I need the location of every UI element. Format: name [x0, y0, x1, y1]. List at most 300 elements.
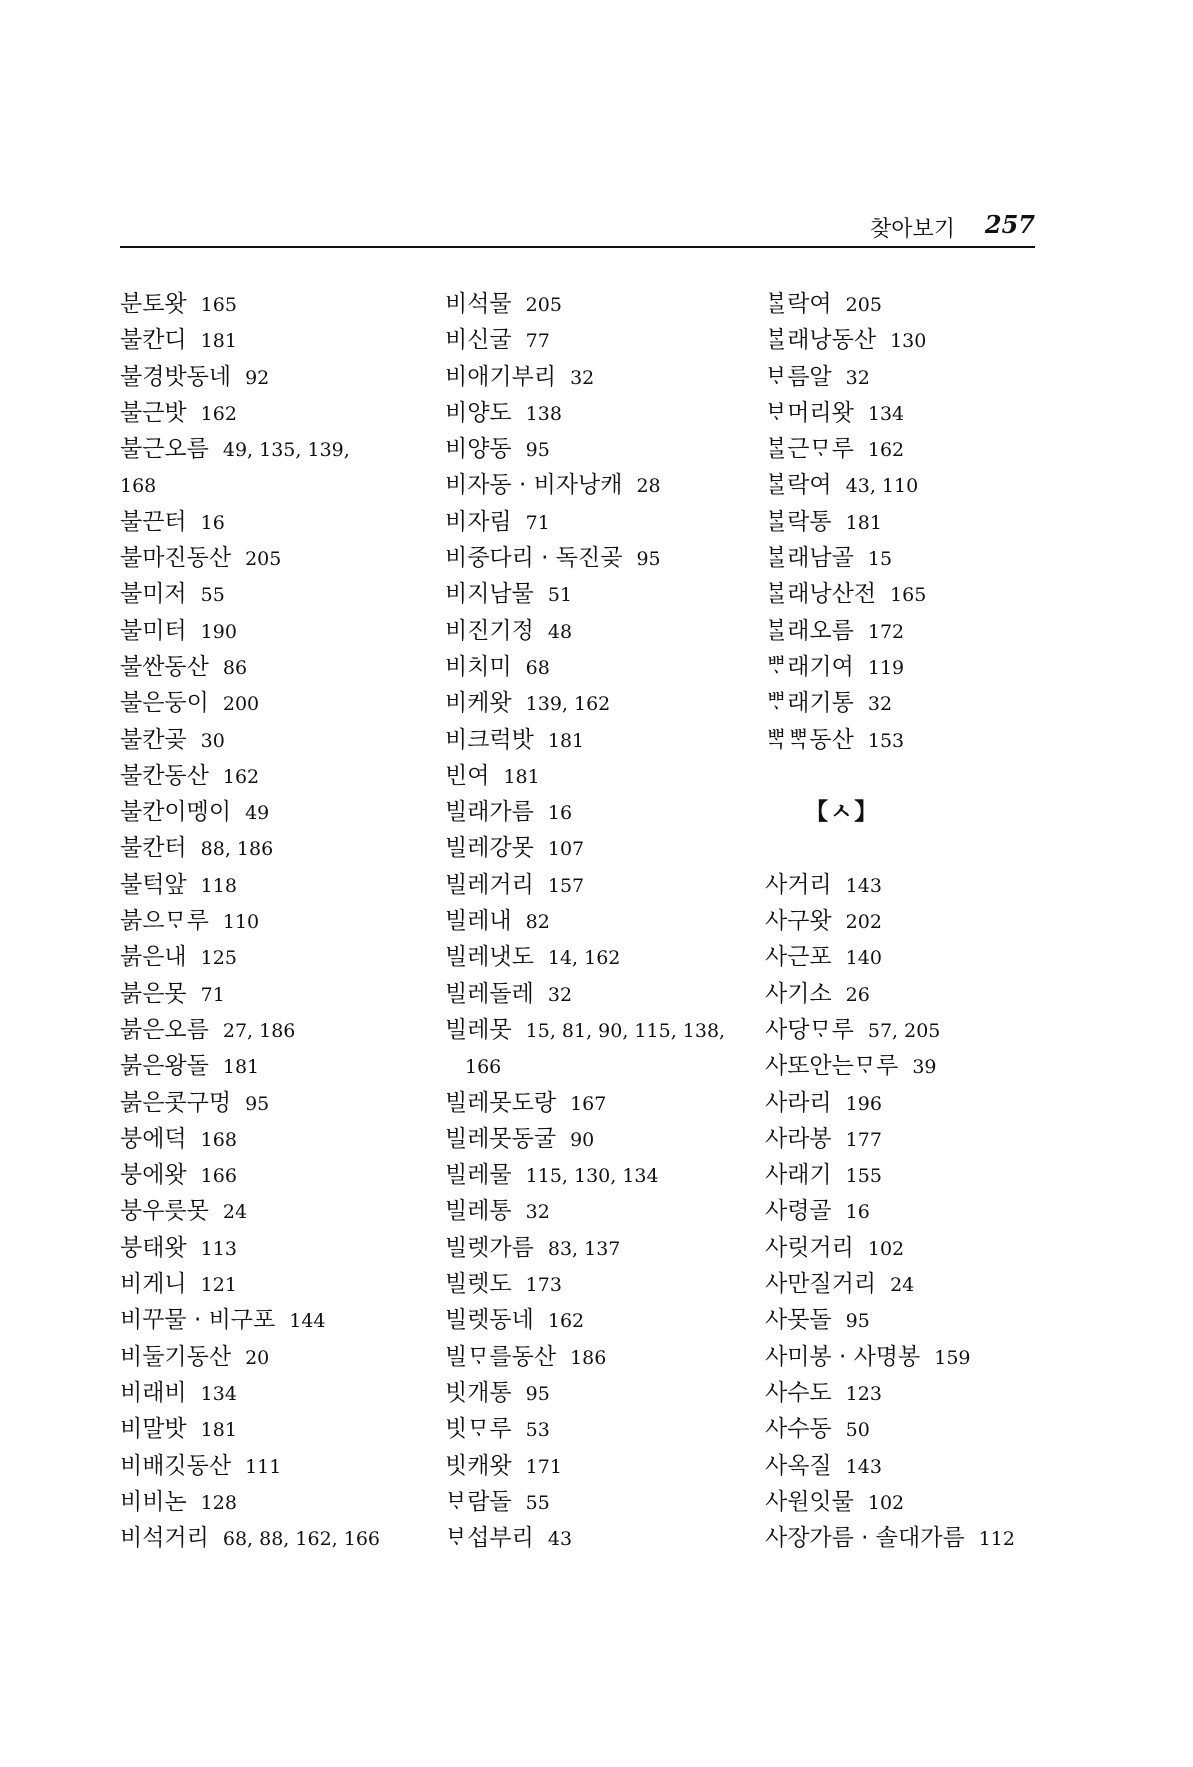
- index-entry: [765, 1121, 1015, 1157]
- index-entry: [120, 322, 380, 358]
- index-term: 빈여: [445, 762, 490, 789]
- section-heading-label: 【ㅅ】: [805, 799, 880, 826]
- index-pages: 186: [570, 1346, 607, 1369]
- index-term: ᄈᆞᆨᄈᆞᆨ동산: [765, 726, 854, 753]
- index-pages: 102: [867, 1491, 905, 1514]
- index-pages: 112: [978, 1528, 1015, 1551]
- index-entry: [445, 613, 725, 649]
- index-term: 빌레못도랑: [445, 1089, 557, 1116]
- index-term: 비게니: [120, 1271, 187, 1298]
- index-term: 빗ᄆᆞ루: [445, 1416, 512, 1443]
- index-pages: 143: [845, 874, 882, 897]
- index-pages: 102: [867, 1237, 905, 1260]
- index-pages: 16: [547, 802, 573, 825]
- index-pages: 173: [525, 1274, 562, 1297]
- index-pages: 95: [525, 439, 550, 462]
- index-term: 사라리: [765, 1089, 832, 1116]
- index-term: 사라봉: [765, 1125, 832, 1152]
- index-term: 비양동: [445, 436, 512, 463]
- index-pages: 55: [200, 584, 225, 607]
- index-term: 불은둥이: [120, 690, 209, 717]
- index-pages: 130: [890, 330, 927, 353]
- index-entry: [120, 1448, 380, 1484]
- index-pages: 162: [222, 765, 260, 788]
- index-term: 빌레못: [445, 1016, 512, 1043]
- index-entry: [120, 1085, 380, 1121]
- index-term: 비말밧: [120, 1416, 187, 1443]
- index-term: 빗개통: [445, 1379, 512, 1406]
- index-pages: 30: [200, 729, 225, 752]
- index-pages: 111: [245, 1455, 282, 1478]
- index-pages: 15: [867, 548, 893, 571]
- index-entry: [765, 867, 1015, 903]
- index-pages: 190: [200, 620, 237, 643]
- running-title: 찾아보기: [869, 217, 955, 242]
- index-pages: 162: [200, 402, 237, 425]
- index-term: ᄈᆞ래기여: [765, 653, 854, 680]
- index-pages: 32: [570, 366, 595, 389]
- index-pages: 88, 186: [200, 838, 274, 861]
- index-entry: [765, 1048, 1015, 1084]
- index-term: 붉으ᄆᆞ루: [120, 908, 209, 935]
- index-term: ᄇᆞᆯ락통: [765, 508, 832, 535]
- index-pages: 32: [867, 693, 893, 716]
- index-term: ᄇᆞᆯ래남골: [765, 545, 854, 572]
- index-term: 붉은못: [120, 980, 187, 1007]
- index-pages: 167: [570, 1092, 607, 1115]
- index-entry: [120, 613, 380, 649]
- index-term: 비지남물: [445, 581, 534, 608]
- index-entry: [765, 613, 1015, 649]
- index-term: 붉은콧구멍: [120, 1089, 232, 1116]
- index-entry: [120, 1266, 380, 1302]
- index-entry: [765, 576, 1015, 612]
- index-term: 빌레강못: [445, 835, 534, 862]
- index-pages: 181: [547, 729, 585, 752]
- index-term: ᄇᆞᆯ래오름: [765, 617, 854, 644]
- index-pages: 49: [245, 802, 270, 825]
- index-term: 붕에덕: [120, 1125, 187, 1152]
- index-term: 불칸터: [120, 835, 187, 862]
- index-term: 사못돌: [765, 1307, 832, 1334]
- index-entry: [765, 1375, 1015, 1411]
- index-entry: [445, 649, 725, 685]
- index-entry: [445, 1448, 725, 1484]
- index-pages: 140: [845, 947, 882, 970]
- index-term: 빌ᄆᆞ를동산: [445, 1343, 557, 1370]
- index-pages: 49, 135, 139,: [222, 439, 350, 462]
- index-pages: 168: [200, 1128, 237, 1151]
- index-term: 빌렛동네: [445, 1307, 534, 1334]
- index-pages: 181: [200, 330, 237, 353]
- index-term: 불경밧동네: [120, 363, 232, 390]
- index-entry: [445, 576, 725, 612]
- index-term: ᄇᆞᆯ래낭산전: [765, 581, 877, 608]
- index-term: 붕태왓: [120, 1234, 187, 1261]
- index-entry: [120, 722, 380, 758]
- index-entry: [120, 467, 380, 503]
- index-pages: 32: [547, 983, 573, 1006]
- index-pages: 71: [200, 983, 225, 1006]
- index-entry: [120, 649, 380, 685]
- index-entry: [765, 1193, 1015, 1229]
- index-term: ᄇᆞᆯ락여: [765, 291, 832, 317]
- index-pages: 123: [845, 1382, 882, 1405]
- index-entry: [120, 794, 380, 830]
- index-entry: [120, 1339, 380, 1375]
- index-pages: 57, 205: [867, 1019, 941, 1042]
- index-entry: [120, 1520, 380, 1556]
- index-term: 사근포: [765, 944, 832, 971]
- index-entry: [445, 1375, 725, 1411]
- index-entry: [445, 1520, 725, 1556]
- index-term: 사만질거리: [765, 1271, 877, 1298]
- blank-line: [765, 830, 1015, 866]
- index-entry: [120, 867, 380, 903]
- index-pages: 153: [867, 729, 905, 752]
- index-pages: 181: [200, 1419, 237, 1442]
- index-entry: [765, 1484, 1015, 1520]
- index-term: 비자동 · 비자낭캐: [445, 472, 623, 499]
- index-term: 빗캐왓: [445, 1452, 512, 1479]
- index-pages: 138: [525, 402, 562, 425]
- index-entry: [765, 1339, 1015, 1375]
- index-pages: 166: [200, 1165, 237, 1188]
- index-pages: 51: [547, 584, 573, 607]
- index-term: 비둘기동산: [120, 1343, 232, 1370]
- index-pages: 95: [245, 1092, 270, 1115]
- index-term: 비치미: [445, 653, 512, 680]
- index-pages: 143: [845, 1455, 882, 1478]
- index-entry: [445, 1048, 725, 1084]
- index-column-2: [445, 286, 725, 1556]
- index-pages: 165: [200, 294, 237, 316]
- index-entry: [445, 431, 725, 467]
- index-entry: [445, 1012, 725, 1048]
- index-column-3: [765, 286, 1015, 1556]
- index-term: 불미터: [120, 617, 187, 644]
- index-pages: 95: [525, 1382, 550, 1405]
- index-entry: [120, 576, 380, 612]
- index-term: 붕우릇못: [120, 1198, 209, 1225]
- index-term: 빌레물: [445, 1162, 512, 1189]
- index-pages: 48: [547, 620, 573, 643]
- index-term: 사래기: [765, 1162, 832, 1189]
- index-entry: [120, 1193, 380, 1229]
- index-term: 사령골: [765, 1198, 832, 1225]
- index-term: 사구왓: [765, 908, 832, 935]
- index-pages: 95: [845, 1310, 870, 1333]
- index-entry: [445, 976, 725, 1012]
- index-pages: 53: [525, 1419, 550, 1442]
- index-term: ᄈᆞ래기통: [765, 690, 854, 717]
- index-entry: [120, 903, 380, 939]
- index-entry: [120, 758, 380, 794]
- index-pages: 205: [525, 294, 562, 316]
- index-term: 사수도: [765, 1379, 832, 1406]
- index-term: ᄇᆞᆯ근ᄆᆞ루: [765, 436, 854, 463]
- index-entry: [765, 722, 1015, 758]
- index-term: 비중다리 · 독진곶: [445, 545, 623, 572]
- index-pages: 125: [200, 947, 237, 970]
- index-pages: 165: [890, 584, 927, 607]
- index-term: 빌래가름: [445, 799, 534, 826]
- index-term: 빌레거리: [445, 871, 534, 898]
- index-term: 사수동: [765, 1416, 832, 1443]
- page-number: 257: [984, 210, 1035, 239]
- index-entry: [445, 1230, 725, 1266]
- index-entry: [765, 1302, 1015, 1338]
- index-term: 불칸디: [120, 327, 187, 354]
- index-entry: [120, 685, 380, 721]
- index-pages: 86: [222, 656, 248, 679]
- index-term: 사기소: [765, 980, 832, 1007]
- index-pages: 118: [200, 874, 237, 897]
- index-term: 빌레내: [445, 908, 512, 935]
- index-term: 불근밧: [120, 399, 187, 426]
- index-entry: [765, 286, 1015, 322]
- index-pages: 16: [200, 511, 225, 534]
- blank-line: [765, 758, 1015, 794]
- index-term: 빌렛가름: [445, 1234, 534, 1261]
- index-entry: [445, 830, 725, 866]
- index-pages: 28: [636, 475, 661, 498]
- index-pages: 24: [222, 1201, 248, 1224]
- index-entry: [765, 540, 1015, 576]
- index-pages: 139, 162: [525, 693, 611, 716]
- index-pages: 202: [845, 911, 882, 934]
- index-term: 비비논: [120, 1488, 187, 1515]
- index-term: 불칸동산: [120, 762, 209, 789]
- index-term: ᄇᆞᆯ락여: [765, 472, 832, 499]
- index-pages: 155: [845, 1165, 882, 1188]
- index-term: ᄇᆞ름알: [765, 363, 832, 390]
- index-pages: 121: [200, 1274, 237, 1297]
- index-entry: [120, 1012, 380, 1048]
- index-pages: 134: [200, 1382, 237, 1405]
- index-pages: 128: [200, 1491, 237, 1514]
- index-entry: [765, 1012, 1015, 1048]
- index-pages: 26: [845, 983, 870, 1006]
- index-term: 불턱앞: [120, 871, 187, 898]
- index-term: 사옥질: [765, 1452, 832, 1479]
- index-term: 불근오름: [120, 436, 209, 463]
- index-term: 비꾸물 · 비구포: [120, 1307, 276, 1334]
- index-pages: 159: [934, 1346, 971, 1369]
- index-entry: [765, 1520, 1015, 1556]
- index-entry: [765, 1157, 1015, 1193]
- index-entry: [765, 1085, 1015, 1121]
- index-term: ᄇᆞ섭부리: [445, 1525, 534, 1552]
- index-entry: [120, 830, 380, 866]
- index-term: ᄇᆞ머리왓: [765, 399, 854, 426]
- index-entry: [445, 1157, 725, 1193]
- index-pages: 205: [245, 548, 282, 571]
- index-entry: [120, 1157, 380, 1193]
- index-term: 분토왓: [120, 291, 187, 317]
- index-pages: 68, 88, 162, 166: [222, 1528, 380, 1551]
- index-entry: [445, 939, 725, 975]
- index-term: 비신굴: [445, 327, 512, 354]
- index-term: 비배깃동산: [120, 1452, 232, 1479]
- index-pages: 43, 110: [845, 475, 919, 498]
- index-pages: 144: [289, 1310, 326, 1333]
- index-term: 비자림: [445, 508, 512, 535]
- index-entry: [765, 504, 1015, 540]
- index-term: 비양도: [445, 399, 512, 426]
- index-term: 비석물: [445, 291, 512, 317]
- index-term: ᄇᆞ람돌: [445, 1488, 512, 1515]
- index-entry: [120, 286, 380, 322]
- index-term: 붉은오름: [120, 1016, 209, 1043]
- index-term: 빌레통: [445, 1198, 512, 1225]
- index-entry: [445, 467, 725, 503]
- index-term: 빌레돌레: [445, 980, 534, 1007]
- index-term: 사거리: [765, 871, 832, 898]
- index-term: 비래비: [120, 1379, 187, 1406]
- index-entry: [765, 685, 1015, 721]
- index-pages: 50: [845, 1419, 870, 1442]
- index-entry: [765, 1448, 1015, 1484]
- index-entry: [445, 758, 725, 794]
- index-entry: [765, 649, 1015, 685]
- index-entry: [765, 1230, 1015, 1266]
- index-term: 불마진동산: [120, 545, 232, 572]
- index-entry: [120, 1375, 380, 1411]
- index-term: 비진기정: [445, 617, 534, 644]
- index-entry: [765, 395, 1015, 431]
- index-pages: 83, 137: [547, 1237, 621, 1260]
- index-pages: 20: [245, 1346, 270, 1369]
- index-entry: [445, 1484, 725, 1520]
- index-pages: 181: [503, 765, 540, 788]
- index-pages: 157: [547, 874, 585, 897]
- index-entry: [445, 1339, 725, 1375]
- index-entry: [120, 395, 380, 431]
- index-entry: [765, 322, 1015, 358]
- index-term: 비케왓: [445, 690, 512, 717]
- index-pages: 77: [525, 330, 550, 353]
- index-entry: [765, 359, 1015, 395]
- index-pages: 166: [465, 1056, 502, 1079]
- index-entry: [120, 504, 380, 540]
- index-term: 붉은내: [120, 944, 187, 971]
- index-pages: 119: [867, 656, 905, 679]
- index-entry: [445, 540, 725, 576]
- index-entry: [120, 1302, 380, 1338]
- index-pages: 68: [525, 656, 550, 679]
- index-entry: [445, 1411, 725, 1447]
- index-term: ᄇᆞᆯ래낭동산: [765, 327, 877, 354]
- index-entry: [445, 1121, 725, 1157]
- index-entry: [445, 1302, 725, 1338]
- index-pages: 171: [525, 1455, 562, 1478]
- index-pages: 92: [245, 366, 270, 389]
- index-entry: [445, 1085, 725, 1121]
- index-entry: [120, 1048, 380, 1084]
- index-entry: [445, 903, 725, 939]
- index-entry: [445, 685, 725, 721]
- index-entry: [765, 939, 1015, 975]
- index-entry: [120, 1121, 380, 1157]
- index-term: 사원잇물: [765, 1488, 854, 1515]
- index-pages: 14, 162: [547, 947, 621, 970]
- index-entry: [445, 359, 725, 395]
- index-pages: 113: [200, 1237, 237, 1260]
- index-entry: [120, 939, 380, 975]
- index-pages: 43: [547, 1528, 573, 1551]
- index-pages: 32: [845, 366, 870, 389]
- index-term: 빌레못동굴: [445, 1125, 557, 1152]
- index-pages: 177: [845, 1128, 882, 1151]
- index-entry: [445, 1193, 725, 1229]
- index-entry: [445, 504, 725, 540]
- index-pages: 172: [867, 620, 905, 643]
- index-entry: [120, 1230, 380, 1266]
- index-term: 불끈터: [120, 508, 187, 535]
- index-pages: 32: [525, 1201, 550, 1224]
- index-term: 불미저: [120, 581, 187, 608]
- index-term: 사당ᄆᆞ루: [765, 1016, 854, 1043]
- index-entry: [445, 794, 725, 830]
- index-term: 불싼동산: [120, 653, 209, 680]
- index-term: 불칸곶: [120, 726, 187, 753]
- index-term: 붉은왕돌: [120, 1053, 209, 1080]
- index-pages: 15, 81, 90, 115, 138,: [525, 1019, 726, 1042]
- index-pages: 95: [636, 548, 661, 571]
- index-entry: [445, 286, 725, 322]
- index-entry: [445, 867, 725, 903]
- section-heading: [765, 794, 1015, 830]
- page-header: [120, 208, 1035, 248]
- index-pages: 39: [912, 1056, 937, 1079]
- index-pages: 110: [222, 911, 260, 934]
- index-pages: 200: [222, 693, 260, 716]
- index-term: 비애기부리: [445, 363, 557, 390]
- index-pages: 24: [890, 1274, 915, 1297]
- index-entry: [120, 540, 380, 576]
- index-term: 불칸이멩이: [120, 799, 232, 826]
- index-term: 빌레냇도: [445, 944, 534, 971]
- index-entry: [120, 976, 380, 1012]
- index-pages: 134: [867, 402, 905, 425]
- index-entry: [120, 359, 380, 395]
- index-term: 붕에왓: [120, 1162, 187, 1189]
- index-entry: [445, 722, 725, 758]
- index-pages: 55: [525, 1491, 550, 1514]
- index-pages: 82: [525, 911, 550, 934]
- index-pages: 107: [547, 838, 585, 861]
- index-entry: [765, 903, 1015, 939]
- index-term: 사장가름 · 솔대가름: [765, 1525, 965, 1552]
- index-pages: 162: [547, 1310, 585, 1333]
- index-term: 사릿거리: [765, 1234, 854, 1261]
- index-pages: 115, 130, 134: [525, 1165, 659, 1188]
- index-entry: [120, 431, 380, 467]
- index-entry: [120, 1411, 380, 1447]
- index-pages: 205: [845, 294, 882, 316]
- index-term: 사미봉 · 사명봉: [765, 1343, 921, 1370]
- index-pages: 90: [570, 1128, 595, 1151]
- index-pages: 181: [845, 511, 882, 534]
- index-entry: [445, 395, 725, 431]
- index-entry: [765, 467, 1015, 503]
- index-entry: [445, 322, 725, 358]
- index-pages: 196: [845, 1092, 882, 1115]
- index-term: 사또안는ᄆᆞ루: [765, 1053, 899, 1080]
- index-pages: 181: [222, 1056, 260, 1079]
- index-entry: [765, 1266, 1015, 1302]
